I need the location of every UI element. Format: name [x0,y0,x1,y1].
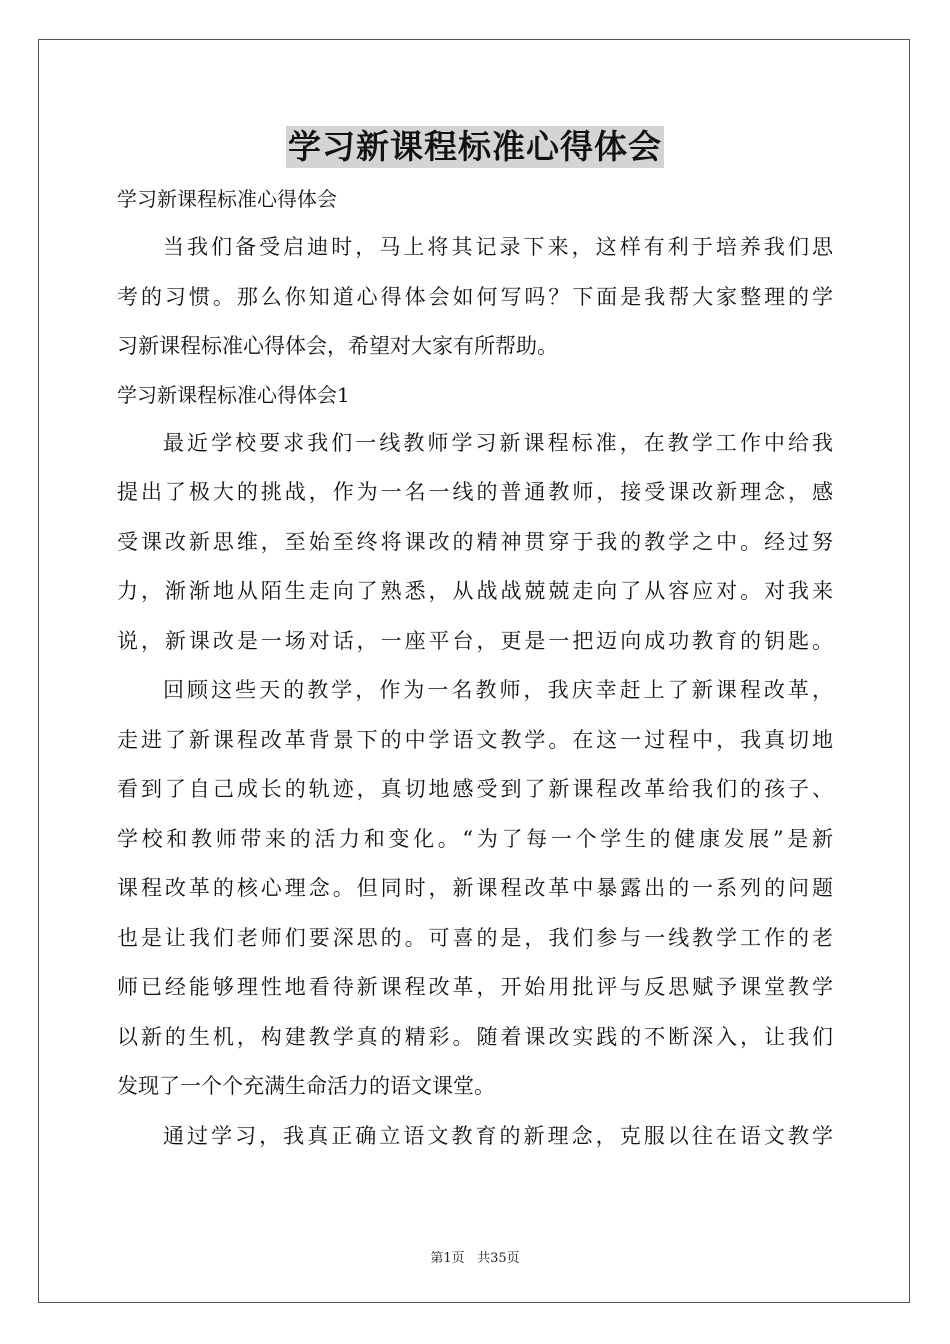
paragraph2-line: 看到了自己成长的轨迹，真切地感受到了新课程改革给我们的孩子、 [117,777,833,801]
paragraph3-line: 通过学习，我真正确立语文教育的新理念，克服以往在语文教学 [163,1123,833,1148]
document-title: 学习新课程标准心得体会 [288,127,662,166]
intro-line: 习新课程标准心得体会，希望对大家有所帮助。 [117,334,558,358]
paragraph2-line: 发现了一个个充满生命活力的语文课堂。 [117,1074,495,1098]
paragraph2-line: 也是让我们老师们要深思的。可喜的是，我们参与一线教学工作的老 [117,925,833,950]
paragraph2-line: 课程改革的核心理念。但同时，新课程改革中暴露出的一系列的问题 [117,876,833,900]
intro-line: 考的习惯。那么你知道心得体会如何写吗？下面是我帮大家整理的学 [117,284,833,309]
paragraph2-line: 回顾这些天的教学，作为一名教师，我庆幸赶上了新课程改革， [163,678,833,702]
paragraph1-line: 说，新课改是一场对话，一座平台，更是一把迈向成功教育的钥匙。 [117,628,833,653]
paragraph1-line: 提出了极大的挑战，作为一名一线的普通教师，接受课改新理念，感 [117,480,833,504]
intro-line: 当我们备受启迪时，马上将其记录下来，这样有利于培养我们思 [163,235,833,259]
page-footer [0,1247,950,1266]
paragraph1-line: 力，渐渐地从陌生走向了熟悉，从战战兢兢走向了从容应对。对我来 [117,579,833,603]
paragraph2-line: 学校和教师带来的活力和变化。“为了每一个学生的健康发展”是新 [117,826,833,851]
section-heading: 学习新课程标准心得体会1 [117,382,350,407]
paragraph1-line: 受课改新思维，至始至终将课改的精神贯穿于我的教学之中。经过努 [117,529,833,554]
paragraph2-line: 师已经能够理性地看待新课程改革，开始用批评与反思赋予课堂教学 [117,975,833,999]
page-total-label: 共35页 [477,1251,520,1266]
paragraph1-line: 最近学校要求我们一线教师学习新课程标准，在教学工作中给我 [163,430,833,455]
page-number-label: 第1页 [430,1251,465,1266]
document-body [117,176,833,1161]
document-subtitle: 学习新课程标准心得体会 [117,187,337,211]
title-container [0,126,950,168]
paragraph2-line: 以新的生机，构建教学真的精彩。随着课改实践的不断深入，让我们 [117,1024,833,1049]
paragraph2-line: 走进了新课程改革背景下的中学语文教学。在这一过程中，我真切地 [117,727,833,752]
